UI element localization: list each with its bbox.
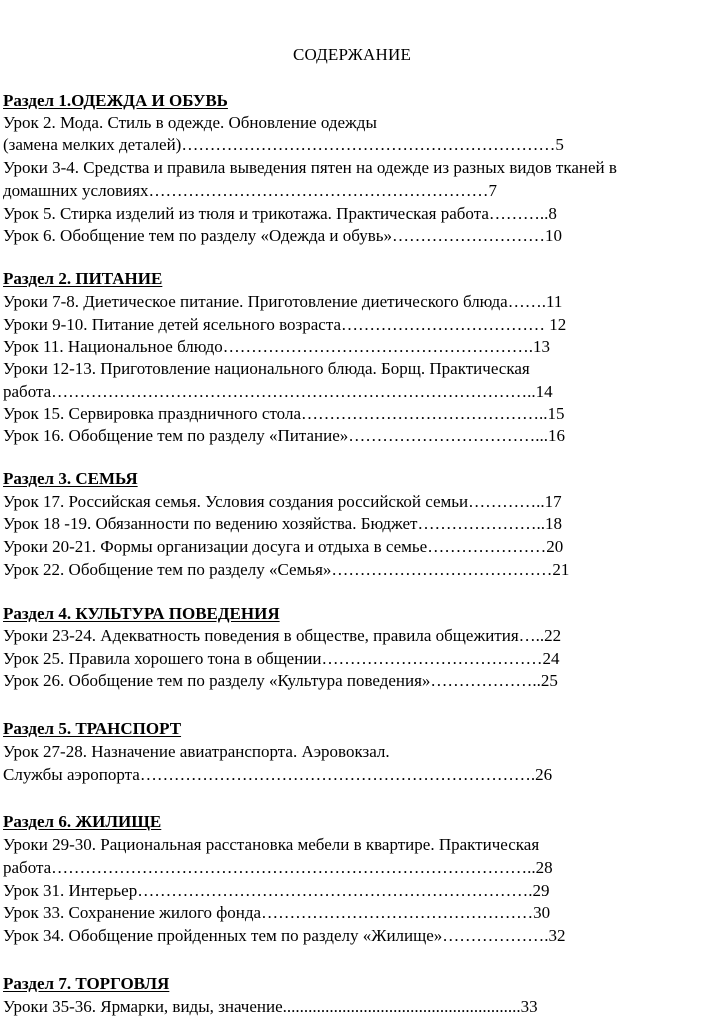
toc-entry: домашних условиях……………………………………………………7	[3, 181, 498, 200]
toc-entry: Уроки 20-21. Формы организации досуга и отдыха в семье…………………20	[3, 537, 564, 556]
section-heading: Раздел 2. ПИТАНИЕ	[3, 269, 163, 288]
toc-entry: (замена мелких деталей)…………………………………………………………5	[3, 135, 564, 154]
section-heading: Раздел 1.ОДЕЖДА И ОБУВЬ	[3, 91, 228, 110]
toc-entry: Урок 33. Сохранение жилого фонда…………………………………………30	[3, 903, 551, 922]
section-heading: Раздел 3. СЕМЬЯ	[3, 469, 138, 488]
toc-entry: Урок 17. Российская семья. Условия создания российской семьи…………..17	[3, 492, 562, 511]
toc-entry: Урок 31. Интерьер…………………………………………………………….29	[3, 881, 550, 900]
section-heading: Раздел 7. ТОРГОВЛЯ	[3, 974, 170, 993]
toc-entry: Уроки 29-30. Рациональная расстановка мебели в квартире. Практическая	[3, 835, 540, 854]
toc-entry: Урок 34. Обобщение пройденных тем по разделу «Жилище»……………….32	[3, 926, 566, 945]
toc-entry: работа…………………………………………………………………………..28	[3, 858, 553, 877]
section-heading: Раздел 6. ЖИЛИЩЕ	[3, 812, 162, 831]
section-heading: Раздел 5. ТРАНСПОРТ	[3, 719, 182, 738]
toc-entry: Службы аэропорта…………………………………………………………….26	[3, 765, 553, 784]
toc-entry: Урок 26. Обобщение тем по разделу «Культура поведения»………………..25	[3, 671, 558, 690]
toc-entry: Урок 16. Обобщение тем по разделу «Питание»……………………………...16	[3, 426, 566, 445]
toc-entry: Урок 22. Обобщение тем по разделу «Семья»…………………………………21	[3, 560, 570, 579]
toc-entry: Урок 6. Обобщение тем по разделу «Одежда и обувь»………………………10	[3, 226, 563, 245]
toc-entry: Уроки 12-13. Приготовление национального блюда. Борщ. Практическая	[3, 359, 530, 378]
toc-entry: Урок 18 -19. Обязанности по ведению хозяйства. Бюджет…………………..18	[3, 514, 562, 533]
toc-entry: Уроки 35-36. Ярмарки, виды, значение........................................................33	[3, 997, 538, 1016]
toc-entry: Урок 25. Правила хорошего тона в общении…………………………………24	[3, 649, 560, 668]
toc-entry: работа…………………………………………………………………………..14	[3, 382, 553, 401]
toc-entry: Урок 27-28. Назначение авиатранспорта. Аэровокзал.	[3, 742, 390, 761]
toc-entry: Урок 2. Мода. Стиль в одежде. Обновление одежды	[3, 113, 377, 132]
toc-entry: Уроки 23-24. Адекватность поведения в обществе, правила общежития…..22	[3, 626, 562, 645]
toc-entry: Уроки 9-10. Питание детей ясельного возраста……………………………… 12	[3, 315, 567, 334]
toc-entry: Уроки 3-4. Средства и правила выведения пятен на одежде из разных видов тканей в	[3, 158, 617, 177]
toc-entry: Уроки 7-8. Диетическое питание. Приготовление диетического блюда…….11	[3, 292, 563, 311]
page-title: СОДЕРЖАНИЕ	[292, 45, 412, 64]
toc-entry: Урок 15. Сервировка праздничного стола……………………………………..15	[3, 404, 565, 423]
toc-entry: Урок 11. Национальное блюдо……………………………………………….13	[3, 337, 551, 356]
section-heading: Раздел 4. КУЛЬТУРА ПОВЕДЕНИЯ	[3, 604, 280, 623]
toc-entry: Урок 5. Стирка изделий из тюля и трикотажа. Практическая работа………..8	[3, 204, 557, 223]
